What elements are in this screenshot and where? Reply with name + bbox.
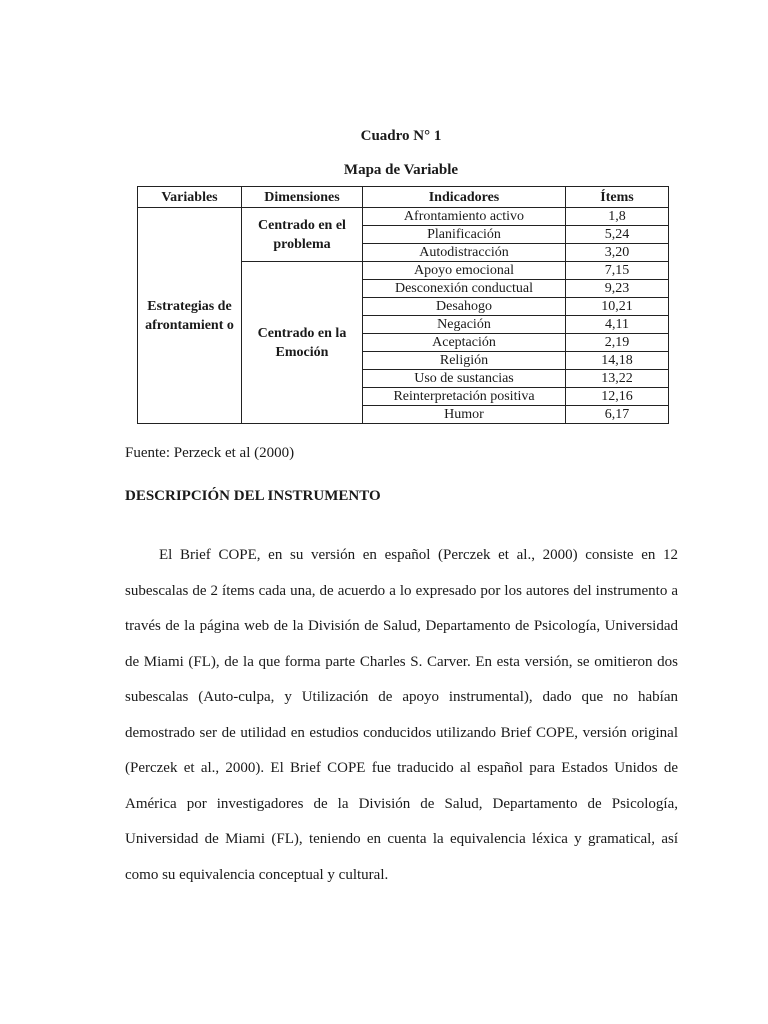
items-cell: 7,15: [566, 262, 669, 280]
header-indicadores: Indicadores: [363, 187, 566, 208]
indicator-cell: Uso de sustancias: [363, 370, 566, 388]
header-items: Ítems: [566, 187, 669, 208]
indicator-cell: Aceptación: [363, 334, 566, 352]
dimension-problema-cell: Centrado en el problema: [242, 208, 363, 262]
indicator-cell: Desconexión conductual: [363, 280, 566, 298]
items-cell: 12,16: [566, 388, 669, 406]
indicator-cell: Reinterpretación positiva: [363, 388, 566, 406]
indicator-cell: Planificación: [363, 226, 566, 244]
body-paragraph: El Brief COPE, en su versión en español (Perczek et al., 2000) consiste en 12 subescalas de 2 ítems cada una, de acuerdo a lo expresado por los autores del instrumento a través de la página web de la División de Salud, Departamento de Psicología, Universidad de Miami (FL), de la que forma parte Charles S. Carver. En esta versión, se omitieron dos subescalas (Auto-culpa, y Utilización de apoyo instrumental), dado que no habían demostrado ser de utilidad en estudios conducidos utilizando Brief COPE, versión original (Perczek et al., 2000). El Brief COPE fue traducido al español para Estados Unidos de América por investigadores de la División de Salud, Departamento de Psicología, Universidad de Miami (FL), teniendo en cuenta la equivalencia léxica y gramatical, así como su equivalencia conceptual y cultural.: [125, 547, 678, 883]
indicator-cell: Negación: [363, 316, 566, 334]
variable-cell: Estrategias de afrontamient o: [138, 208, 242, 424]
header-variables: Variables: [138, 187, 242, 208]
table-row: [138, 208, 669, 226]
items-cell: 1,8: [566, 208, 669, 226]
header-dimensiones: Dimensiones: [242, 187, 363, 208]
indicator-cell: Apoyo emocional: [363, 262, 566, 280]
items-cell: 3,20: [566, 244, 669, 262]
table-header-row: [138, 187, 669, 208]
table-source-note: Fuente: Perzeck et al (2000): [125, 445, 295, 461]
items-cell: 6,17: [566, 406, 669, 424]
items-cell: 14,18: [566, 352, 669, 370]
table-caption-title: Mapa de Variable: [343, 162, 459, 178]
variable-map-table: [137, 186, 669, 424]
table-caption-number: Cuadro N° 1: [360, 128, 442, 144]
indicator-cell: Autodistracción: [363, 244, 566, 262]
items-cell: 5,24: [566, 226, 669, 244]
section-heading: DESCRIPCIÓN DEL INSTRUMENTO: [125, 488, 381, 504]
indicator-cell: Religión: [363, 352, 566, 370]
items-cell: 9,23: [566, 280, 669, 298]
items-cell: 2,19: [566, 334, 669, 352]
indicator-cell: Humor: [363, 406, 566, 424]
dimension-emocion-cell: Centrado en la Emoción: [242, 262, 363, 424]
items-cell: 13,22: [566, 370, 669, 388]
indicator-cell: Afrontamiento activo: [363, 208, 566, 226]
items-cell: 4,11: [566, 316, 669, 334]
items-cell: 10,21: [566, 298, 669, 316]
indicator-cell: Desahogo: [363, 298, 566, 316]
